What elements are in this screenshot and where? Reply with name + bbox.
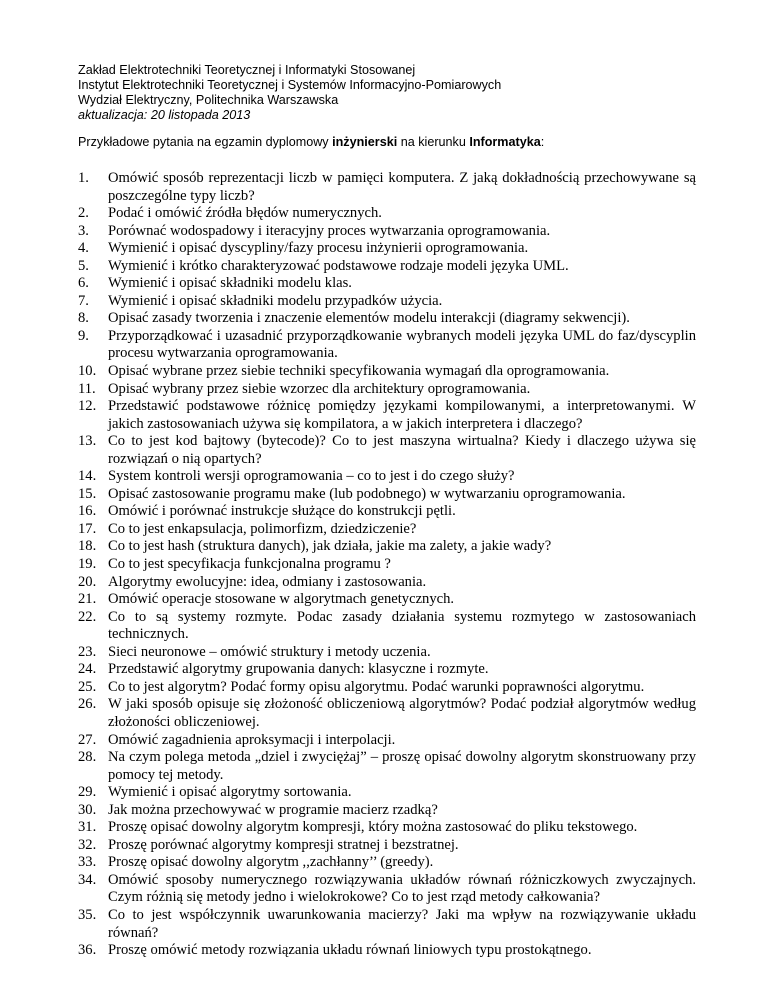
question-item [78, 328, 696, 363]
question-text: Na czym polega metoda „dziel i zwyciężaj” – proszę opisać dowolny algorytm skonstruowany przy pomocy tej metody. [108, 749, 696, 783]
question-number: 35. [78, 906, 97, 923]
update-line [78, 108, 698, 123]
question-item [78, 468, 696, 486]
degree-type: inżynierski [332, 135, 398, 149]
question-item [78, 293, 696, 311]
question-item [78, 854, 696, 872]
question-text: Algorytmy ewolucyjne: idea, odmiany i zastosowania. [108, 573, 427, 590]
intro-prefix: Przykładowe pytania na egzamin dyplomowy [78, 135, 333, 149]
question-text: Wymienić i opisać dyscypliny/fazy procesu inżynierii oprogramowania. [108, 240, 529, 257]
department-name: Zakład Elektrotechniki Teoretycznej i Informatyki Stosowanej [78, 63, 416, 77]
question-text: Sieci neuronowe – omówić struktury i metody uczenia. [108, 643, 431, 660]
question-list [78, 170, 696, 960]
question-item [78, 486, 696, 504]
question-text: Opisać zastosowanie programu make (lub podobnego) w wytwarzaniu oprogramowania. [108, 485, 626, 502]
question-number: 28. [78, 749, 97, 766]
question-text: Co to jest kod bajtowy (bytecode)? Co to jest maszyna wirtualna? Kiedy i dlaczego używa się rozwiązań o nią opartych? [108, 433, 696, 467]
question-item [78, 574, 696, 592]
question-item [78, 732, 696, 750]
question-text: Wymienić i opisać składniki modelu przypadków użycia. [108, 292, 443, 309]
question-item [78, 538, 696, 556]
question-text: Przyporządkować i uzasadnić przyporządkowanie wybranych modeli języka UML do faz/dyscyplin procesu wytwarzania oprogramowania. [108, 327, 696, 362]
question-text: Co to jest hash (struktura danych), jak działa, jakie ma zalety, a jakie wady? [108, 538, 552, 555]
question-text: Opisać wybrany przez siebie wzorzec dla architektury oprogramowania. [108, 380, 531, 397]
question-text: Proszę porównać algorytmy kompresji stratnej i bezstratnej. [108, 836, 459, 853]
question-item [78, 398, 696, 433]
question-text: Omówić operacje stosowane w algorytmach genetycznych. [108, 591, 455, 608]
question-text: Przedstawić podstawowe różnicę pomiędzy językami kompilowanymi, a interpretowanymi. W jakich zastosowaniach używa się kompilatora, a w jakich interpretera i dlaczego? [108, 398, 696, 432]
question-text: Co to jest algorytm? Podać formy opisu algorytmu. Podać warunki poprawności algorytmu. [108, 678, 645, 695]
question-item [78, 661, 696, 679]
update-date: 20 listopada 2013 [150, 108, 251, 122]
question-text: Omówić sposoby numerycznego rozwiązywania układów równań różniczkowych zwyczajnych. Czym różnią się metody jedno i wielokrokowe? Co to jest rząd metody całkowania? [108, 871, 696, 906]
question-item [78, 837, 696, 855]
question-item [78, 240, 696, 258]
question-item [78, 275, 696, 293]
question-number: 6. [78, 275, 89, 292]
question-text: Co to jest specyfikacja funkcjonalna programu ? [108, 556, 391, 573]
question-number: 3. [78, 222, 89, 239]
intro-suffix: : [540, 135, 545, 149]
faculty-name: Wydział Elektryczny, Politechnika Warszawska [78, 93, 339, 107]
question-text: W jaki sposób opisuje się złożoność obliczeniową algorytmów? Podać podział algorytmów według złożoności obliczeniowej. [108, 696, 696, 730]
question-number: 33. [78, 854, 97, 871]
question-number: 5. [78, 257, 89, 274]
question-item [78, 872, 696, 907]
question-number: 17. [78, 520, 97, 537]
question-text: Omówić sposób reprezentacji liczb w pamięci komputera. Z jaką dokładnością przechowywane są poszczególne typy liczb? [108, 170, 696, 204]
question-number: 18. [78, 538, 97, 555]
question-number: 23. [78, 643, 97, 660]
question-item [78, 591, 696, 609]
question-number: 7. [78, 292, 89, 309]
question-item [78, 679, 696, 697]
question-item [78, 205, 696, 223]
question-number: 8. [78, 310, 89, 327]
question-number: 11. [78, 380, 96, 397]
update-label: aktualizacja: [78, 108, 148, 122]
question-text: Omówić i porównać instrukcje służące do konstrukcji pętli. [108, 503, 456, 520]
question-text: Co to jest enkapsulacja, polimorfizm, dziedziczenie? [108, 520, 417, 537]
question-number: 36. [78, 942, 97, 959]
question-text: Jak można przechowywać w programie macierz rzadką? [108, 801, 438, 818]
question-number: 13. [78, 433, 97, 450]
question-item [78, 696, 696, 731]
question-item [78, 310, 696, 328]
question-number: 34. [78, 871, 97, 888]
question-item [78, 784, 696, 802]
question-text: Proszę omówić metody rozwiązania układu równań liniowych typu prostokątnego. [108, 942, 592, 959]
question-number: 2. [78, 205, 89, 222]
question-item [78, 521, 696, 539]
question-item [78, 644, 696, 662]
question-text: Wymienić i krótko charakteryzować podstawowe rodzaje modeli języka UML. [108, 257, 569, 274]
question-item [78, 223, 696, 241]
question-item [78, 609, 696, 644]
question-text: Co to są systemy rozmyte. Podac zasady działania systemu rozmytego w zastosowaniach technicznych. [108, 608, 696, 643]
question-number: 1. [78, 170, 89, 186]
question-item [78, 942, 696, 960]
intro-line [78, 135, 718, 150]
question-number: 14. [78, 468, 97, 485]
document-header [78, 63, 698, 123]
question-number: 26. [78, 696, 97, 713]
question-text: Opisać wybrane przez siebie techniki specyfikowania wymagań dla oprogramowania. [108, 363, 610, 380]
question-text: Proszę opisać dowolny algorytm kompresji, który można zastosować do pliku tekstowego. [108, 819, 638, 836]
question-number: 27. [78, 731, 97, 748]
question-item [78, 363, 696, 381]
question-number: 15. [78, 485, 97, 502]
question-item [78, 819, 696, 837]
question-item [78, 433, 696, 468]
question-item [78, 802, 696, 820]
question-text: Proszę opisać dowolny algorytm ,,zachłanny’’ (greedy). [108, 854, 434, 871]
question-item [78, 556, 696, 574]
question-text: Przedstawić algorytmy grupowania danych: klasyczne i rozmyte. [108, 661, 489, 678]
question-item [78, 381, 696, 399]
intro-middle: na kierunku [397, 135, 470, 149]
question-text: Opisać zasady tworzenia i znaczenie elementów modelu interakcji (diagramy sekwencji). [108, 310, 630, 327]
question-item [78, 907, 696, 942]
question-number: 31. [78, 819, 97, 836]
question-number: 10. [78, 363, 97, 380]
question-item [78, 503, 696, 521]
question-text: Co to jest współczynnik uwarunkowania macierzy? Jaki ma wpływ na rozwiązywanie układu równań? [108, 906, 696, 941]
question-number: 12. [78, 398, 97, 415]
question-number: 32. [78, 836, 97, 853]
question-text: Wymienić i opisać algorytmy sortowania. [108, 784, 352, 801]
question-number: 19. [78, 556, 97, 573]
question-item [78, 258, 696, 276]
institute-name: Instytut Elektrotechniki Teoretycznej i Systemów Informacyjno-Pomiarowych [78, 78, 502, 92]
question-number: 25. [78, 678, 97, 695]
question-number: 29. [78, 784, 97, 801]
question-number: 9. [78, 327, 89, 344]
field-of-study: Informatyka [469, 135, 541, 149]
question-text: Wymienić i opisać składniki modelu klas. [108, 275, 352, 292]
question-number: 22. [78, 608, 97, 625]
question-text: System kontroli wersji oprogramowania – co to jest i do czego służy? [108, 468, 515, 485]
question-text: Omówić zagadnienia aproksymacji i interpolacji. [108, 731, 396, 748]
question-number: 20. [78, 573, 97, 590]
question-number: 30. [78, 801, 97, 818]
question-text: Porównać wodospadowy i iteracyjny proces wytwarzania oprogramowania. [108, 222, 551, 239]
question-text: Podać i omówić źródła błędów numerycznych. [108, 205, 382, 222]
question-number: 24. [78, 661, 97, 678]
question-item [78, 170, 696, 205]
question-number: 16. [78, 503, 97, 520]
question-item [78, 749, 696, 784]
question-number: 21. [78, 591, 97, 608]
question-number: 4. [78, 240, 89, 257]
